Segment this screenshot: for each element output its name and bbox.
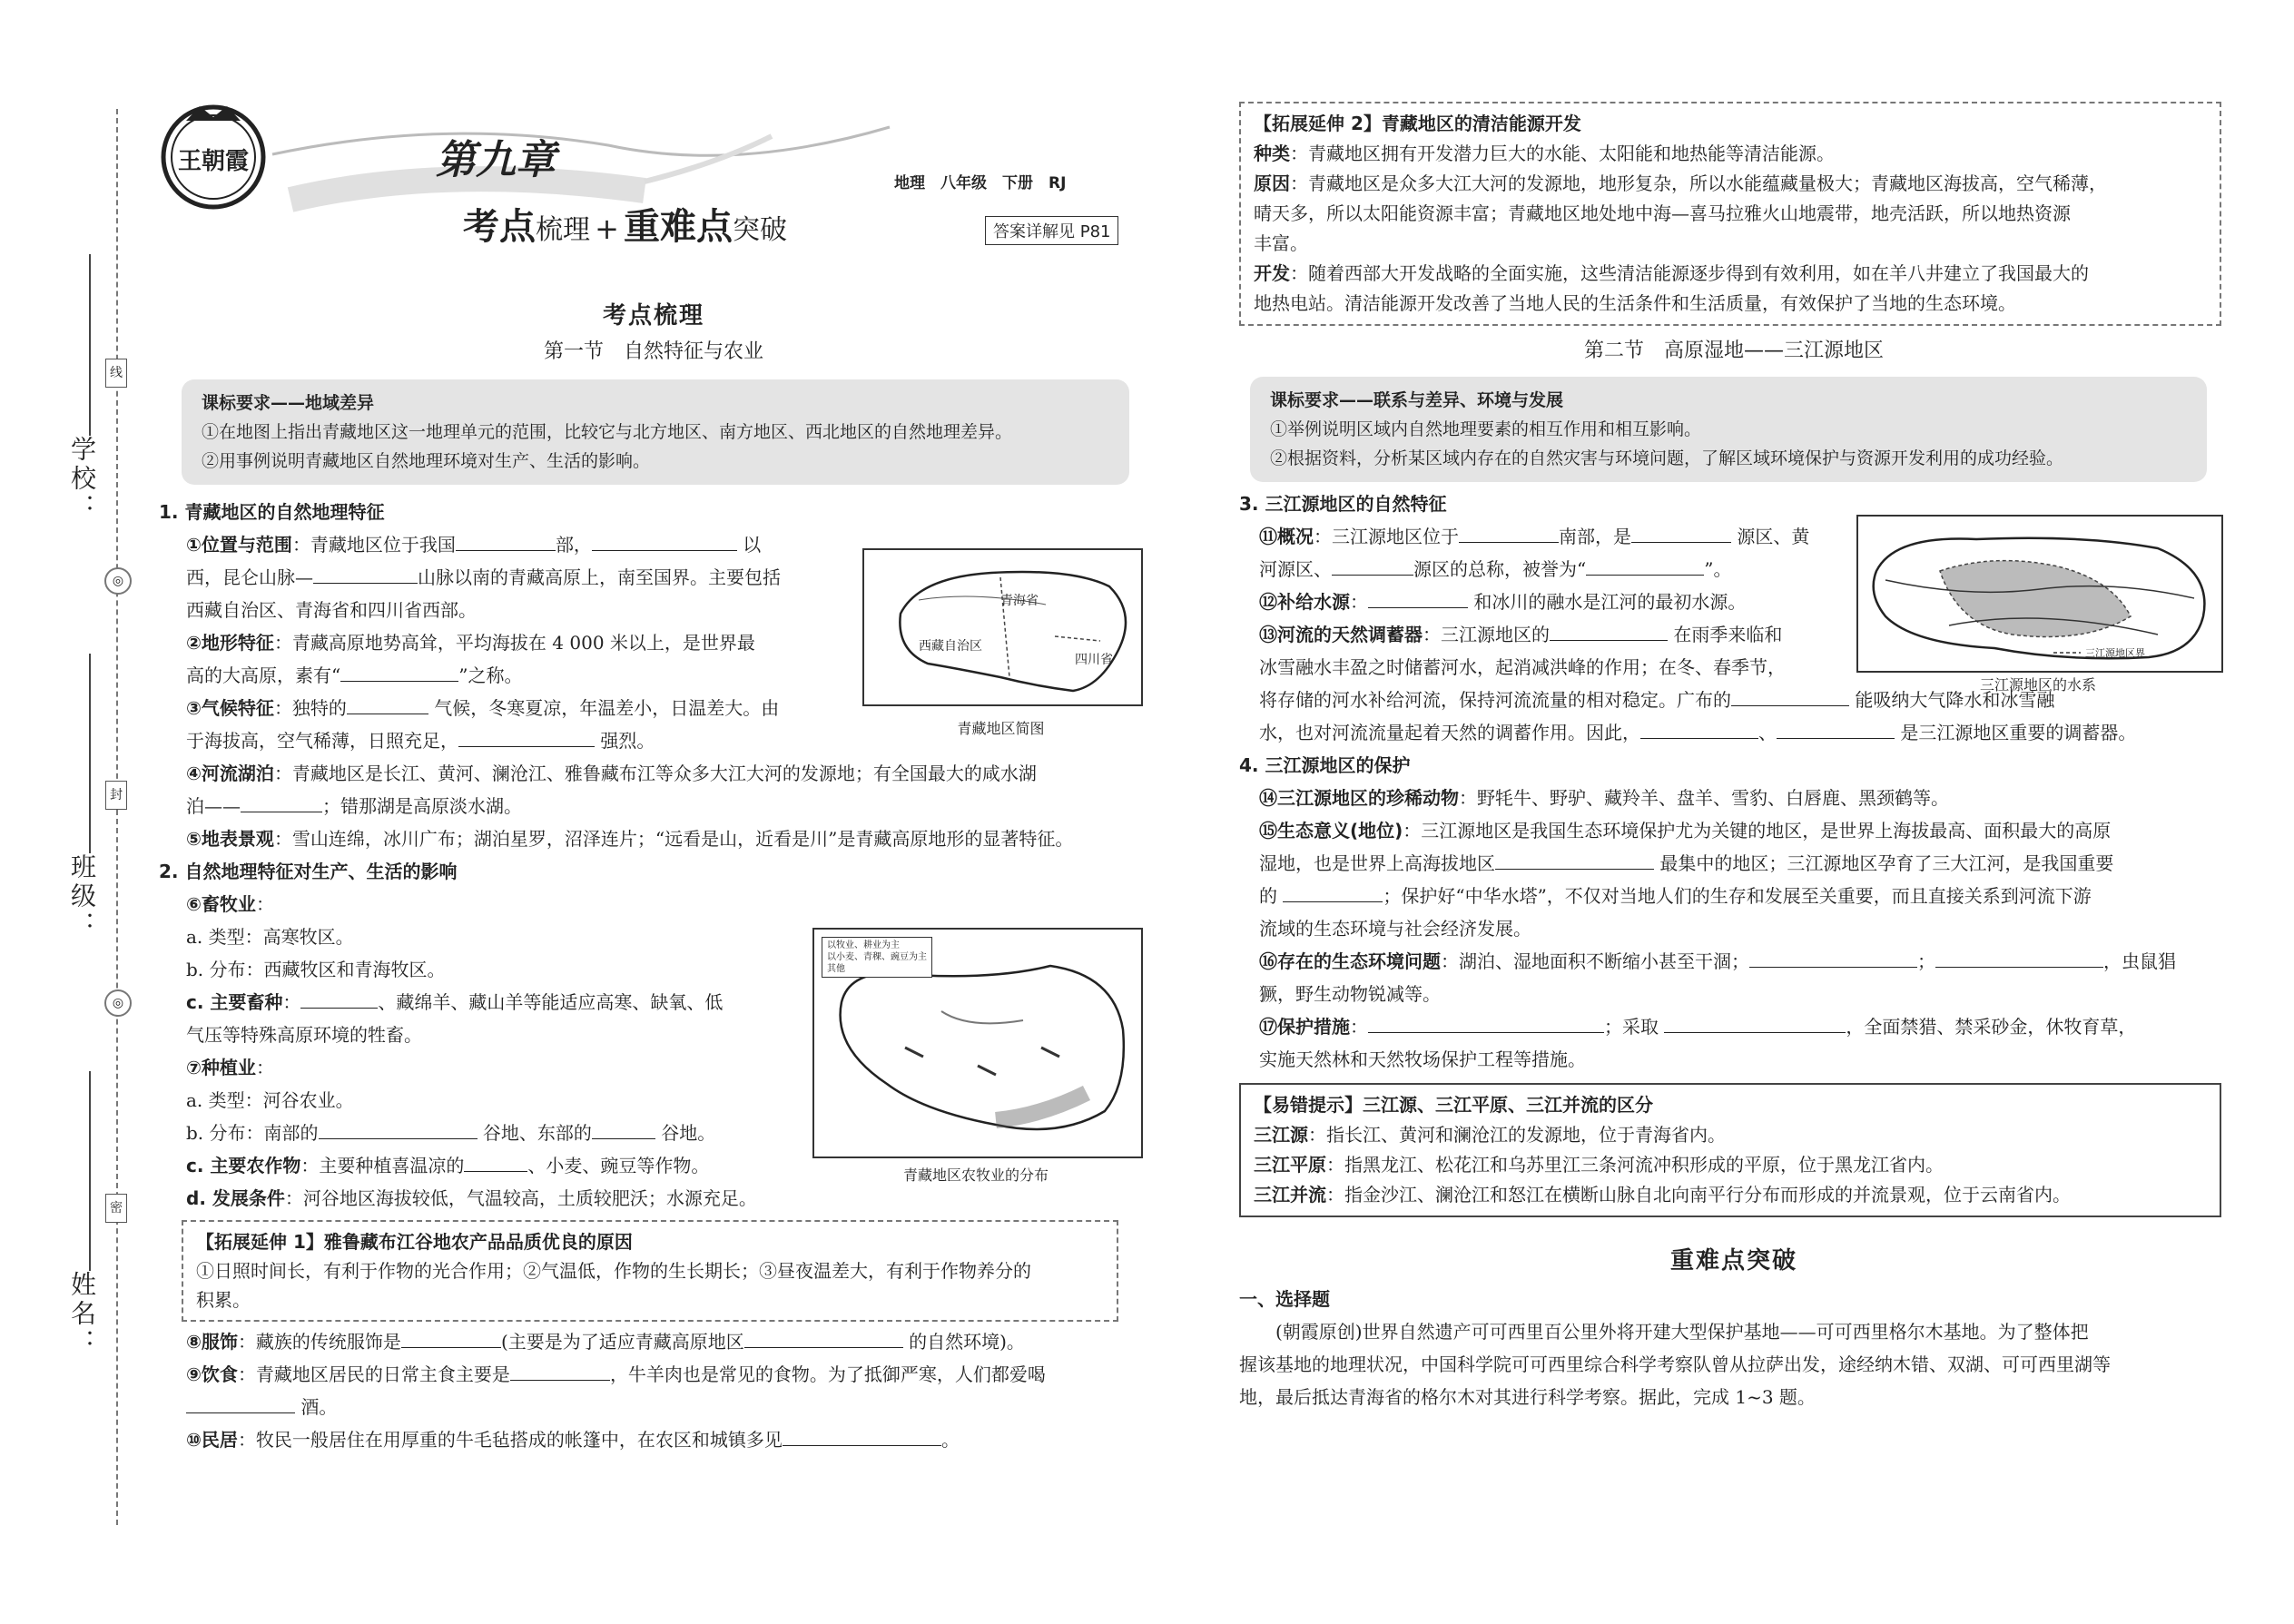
ext1-text: ①日照时间长，有利于作物的光合作用；②气温低，作物的生长期长；③昼夜温差大，有利于作物养分的	[196, 1260, 1031, 1282]
blank[interactable]	[319, 1118, 478, 1139]
blank[interactable]	[1749, 947, 1917, 968]
item-label: ⑬河流的天然调蓄器	[1259, 624, 1423, 645]
name-fill-line	[89, 1071, 91, 1271]
question-stem	[1239, 1315, 2229, 1413]
blank[interactable]	[186, 1393, 295, 1413]
item-text: ：三江源地区位于	[1314, 526, 1459, 547]
item-text: ：三江源地区是我国生态环境保护尤为关键的地区，是世界上海拔最高、面积最大的高原	[1403, 820, 2112, 842]
ext2-dev-cont: 地热电站。清洁能源开发改善了当地人民的生活条件和生活质量，有效保护了当地的生态环境。	[1254, 292, 2016, 314]
map3-caption: 三江源地区的水系	[1979, 676, 2096, 694]
item-label: ②地形特征	[186, 632, 274, 654]
item-text: ：青藏高原地势高耸，平均海拔在 4 000 米以上，是世界最	[273, 632, 755, 654]
item-text: ：	[255, 1057, 274, 1078]
subtitle-part4: 突破	[733, 214, 787, 246]
blank[interactable]	[464, 1151, 527, 1172]
item-text: 谷地。	[661, 1122, 716, 1144]
item-text: 和冰川的融水是江河的最初水源。	[1473, 591, 1747, 613]
blank[interactable]	[1459, 522, 1559, 543]
blank[interactable]	[1935, 947, 2103, 968]
item-eco-problems	[1259, 945, 2229, 978]
tag-line: 线	[105, 359, 127, 388]
blank[interactable]	[1664, 1012, 1846, 1033]
item-eco-significance	[1259, 814, 2229, 847]
item-text: 、小麦、豌豆等作物。	[527, 1155, 710, 1176]
item-label: d. 发展条件	[186, 1187, 285, 1209]
item-text: ；错那湖是高原淡水湖。	[322, 795, 522, 817]
item-text: ：	[255, 893, 274, 915]
map-label: 西藏自治区	[919, 639, 982, 654]
item-text: ：野牦牛、野驴、藏羚羊、盘羊、雪豹、白唇鹿、黑颈鹤等。	[1459, 787, 1949, 809]
curriculum-requirement-box	[182, 379, 1129, 485]
blank[interactable]	[1368, 587, 1468, 608]
blank[interactable]	[744, 1327, 903, 1348]
binding-margin	[0, 0, 127, 1624]
extension-box-1	[182, 1220, 1118, 1322]
item-text: ：青藏地区居民的日常主食主要是	[237, 1363, 510, 1385]
item-text: ；保护好“中华水塔”，不仅对当地人们的生存和发展至关重要，而且直接关系到河流下游	[1383, 885, 2092, 907]
item-rivers	[186, 757, 1148, 790]
item-label: 三江平原	[1254, 1154, 1326, 1176]
map-qingzang-overview	[862, 548, 1143, 706]
school-fill-line	[89, 254, 91, 436]
item-text: 、	[1758, 722, 1777, 743]
item-text: 以	[743, 534, 762, 556]
sub-item: b. 分布：西藏牧区和青海牧区。	[186, 959, 446, 980]
req-item-2: ②根据资料，分析某区域内存在的自然灾害与环境问题，了解区域环境保护与资源开发利用的成功经验。	[1270, 448, 2064, 468]
right-column	[1239, 102, 2229, 1413]
item-text: ：青藏地区是长江、黄河、澜沧江、雅鲁藏布江等众多大江大河的发源地；有全国最大的咸水湖	[273, 763, 1037, 784]
item-text: ；	[1917, 950, 1935, 972]
sub-item: a. 类型：高寒牧区。	[186, 926, 354, 948]
item-text: ，虫鼠猖	[2103, 950, 2176, 972]
item-text: ：雪山连绵，冰川广布；湖泊星罗，沼泽连片；“远看是山，近看是川”是青藏高原地形的显著特征。	[273, 828, 1074, 850]
left-column	[159, 300, 1148, 1456]
req-title: 课标要求——地域差异	[202, 393, 375, 413]
extension-box-2	[1239, 102, 2221, 326]
item-text: 山脉以南的青藏高原上，南至国界。主要包括	[418, 566, 781, 588]
section1-title: 第一节 自然特征与农业	[543, 340, 763, 363]
item-text: 南部，是	[1559, 526, 1631, 547]
question-line: 地，最后抵达青海省的格尔木对其进行科学考察。据此，完成 1~3 题。	[1239, 1386, 1816, 1408]
tip-item	[1254, 1120, 2207, 1150]
item-text: 最集中的地区；三江源地区孕育了三大江河，是我国重要	[1659, 852, 2114, 874]
req-item-1: ①举例说明区域内自然地理要素的相互作用和相互影响。	[1270, 419, 1702, 439]
item-eco-cont: 流域的生态环境与社会经济发展。	[1259, 918, 1531, 940]
name-label: 姓名：	[67, 1271, 97, 1358]
blank[interactable]	[1332, 555, 1413, 576]
map-label: 四川省	[1075, 653, 1113, 667]
item-text: ：	[1350, 1016, 1368, 1038]
blank[interactable]	[300, 988, 378, 1009]
blank[interactable]	[592, 530, 737, 551]
item-text: ，全面禁猎、禁采砂金，休牧育草，	[1846, 1016, 2137, 1038]
tip-item	[1254, 1180, 2207, 1210]
subtitle-part1: 考点	[463, 206, 536, 248]
item-label: ⑮生态意义(地位)	[1259, 820, 1403, 842]
blank[interactable]	[313, 563, 418, 584]
item-label: c. 主要农作物	[186, 1155, 301, 1176]
blank[interactable]	[1731, 685, 1849, 706]
item-text: ：独特的	[273, 697, 347, 719]
item-text: 高的大高原，素有“	[186, 664, 341, 686]
item-text: 湿地，也是世界上高海拔地区	[1259, 852, 1495, 874]
item-label: 三江源	[1254, 1124, 1308, 1146]
tag-seal: 封	[105, 781, 127, 810]
tip-item	[1254, 1150, 2207, 1180]
blank[interactable]	[401, 1327, 501, 1348]
item-text: 强烈。	[600, 730, 655, 752]
item-regulator-cont	[1259, 716, 2229, 749]
tip-title: 【易错提示】三江源、三江平原、三江并流的区分	[1254, 1094, 1653, 1116]
item-clothing	[186, 1325, 1148, 1358]
legend-item: 其他	[827, 964, 845, 974]
ext2-title: 【拓展延伸 2】青藏地区的清洁能源开发	[1254, 113, 1581, 134]
item-label: 原因	[1254, 172, 1290, 194]
subtitle-part2: 梳理	[536, 214, 590, 246]
blank[interactable]	[1631, 522, 1731, 543]
item-block-5	[1239, 782, 2229, 1076]
section2-title: 第二节 高原湿地——三江源地区	[1583, 340, 1884, 362]
req-title: 课标要求——联系与差异、环境与发展	[1270, 390, 1564, 410]
item-text: ：	[282, 991, 301, 1013]
page-subtitle	[463, 198, 787, 250]
item-text: ：主要种植喜温凉的	[300, 1155, 465, 1176]
item-label: ⑩民居	[186, 1429, 238, 1451]
item-text: ：三江源地区的	[1423, 624, 1550, 645]
sub-item	[186, 1182, 1148, 1215]
item-text: ；采取	[1604, 1016, 1659, 1038]
tip-box	[1239, 1083, 2221, 1217]
item-label: 种类	[1254, 143, 1290, 164]
item-protection	[1259, 1010, 2229, 1043]
item-label: ⑨饮食	[186, 1363, 238, 1385]
map2-caption: 青藏地区农牧业的分布	[902, 1166, 1049, 1184]
item-rivers-cont	[186, 790, 1148, 822]
item-eco-cont	[1259, 847, 2229, 880]
legend-item: 以小麦、青稞、豌豆为主	[827, 952, 927, 962]
map2-legend	[822, 937, 932, 978]
item-label: ⑦种植业	[186, 1057, 256, 1078]
item-text: 是三江源地区重要的调蓄器。	[1900, 722, 2137, 743]
blank[interactable]	[783, 1425, 941, 1446]
item-text: 气候，冬寒夏凉，年温差小，日温差大。由	[434, 697, 780, 719]
item-text: 源区、黄	[1737, 526, 1810, 547]
tag-secret: 密	[105, 1194, 127, 1223]
item-text: ：随着西部大开发战略的全面实施，这些清洁能源逐步得到有效利用，如在羊八井建立了我国最大的	[1290, 262, 2089, 284]
blank[interactable]	[458, 726, 595, 747]
item-text: (主要是为了适应青藏高原地区	[500, 1331, 744, 1353]
blank[interactable]	[1368, 1012, 1604, 1033]
ext1-text: 积累。	[196, 1289, 251, 1311]
blank[interactable]	[1495, 849, 1654, 870]
ext2-kind	[1254, 139, 2207, 169]
map-sanjiangyuan-rivers	[1856, 515, 2223, 673]
map1-caption: 青藏地区简图	[957, 720, 1045, 737]
book-meta: 地理 八年级 下册 RJ	[894, 174, 1067, 192]
chapter-title: 第九章	[436, 137, 556, 183]
class-label: 班级：	[67, 853, 97, 940]
item-text: 将存储的河水补给河流，保持河流流量的相对稳定。广布的	[1259, 689, 1731, 711]
blank[interactable]	[1586, 555, 1704, 576]
item-text: 部，	[555, 534, 592, 556]
blank[interactable]	[1777, 718, 1895, 739]
curriculum-requirement-box-2	[1250, 377, 2207, 482]
item-text: 在雨季来临和	[1673, 624, 1783, 645]
item-text: ：青藏地区位于我国	[291, 534, 456, 556]
binding-dash-line	[116, 109, 118, 1525]
heading-1: 1. 青藏地区的自然地理特征	[159, 501, 385, 523]
item-text: ：指黑龙江、松花江和乌苏里江三条河流冲积形成的平原，位于黑龙江省内。	[1326, 1154, 1944, 1176]
item-text: 的自然环境)。	[909, 1331, 1025, 1353]
ext1-title: 【拓展延伸 1】雅鲁藏布江谷地农产品品质优良的原因	[196, 1231, 633, 1253]
item-landscape	[186, 822, 1148, 855]
item-text: ：指金沙江、澜沧江和怒江在横断山脉自北向南平行分布而形成的并流景观，位于云南省内。	[1326, 1184, 2071, 1206]
item-label: ⑰保护措施	[1259, 1016, 1350, 1038]
item-label: ①位置与范围	[186, 534, 292, 556]
item-label: 三江并流	[1254, 1184, 1326, 1206]
logo	[154, 95, 272, 213]
item-text: 于海拔高，空气稀薄，日照充足，	[186, 730, 458, 752]
item-text: ：湖泊、湿地面积不断缩小甚至干涸；	[1441, 950, 1749, 972]
blank[interactable]	[1283, 881, 1383, 902]
heading-3: 3. 三江源地区的自然特征	[1239, 493, 1447, 515]
heading-4: 4. 三江源地区的保护	[1239, 754, 1411, 776]
item-text: b. 分布：南部的	[186, 1122, 319, 1144]
item-label: ⑧服饰	[186, 1331, 238, 1353]
school-label: 学校：	[67, 436, 97, 523]
blank[interactable]	[1550, 620, 1668, 641]
req-item-2: ②用事例说明青藏地区自然地理环境对生产、生活的影响。	[202, 451, 651, 471]
breakthrough-title: 重难点突破	[1669, 1247, 1797, 1275]
item-text: ：河谷地区海拔较低，气温较高，土质较肥沃；水源充足。	[284, 1187, 757, 1209]
item-food	[186, 1358, 1148, 1391]
blank[interactable]	[456, 530, 556, 551]
ext2-reason-cont: 晴天多，所以太阳能资源丰富；青藏地区地处地中海—喜马拉雅火山地震带，地壳活跃，所以地热资源	[1254, 202, 2071, 224]
item-eco-problems-cont: 獗，野生动物锐减等。	[1259, 983, 1441, 1005]
question-type: 一、选择题	[1239, 1288, 1330, 1310]
item-text: 。	[940, 1429, 960, 1451]
item-label: ⑫补给水源	[1259, 591, 1350, 613]
item-text: ”。	[1704, 558, 1732, 580]
subtitle-part3: 重难点	[624, 206, 733, 248]
item-text: 的	[1259, 885, 1277, 907]
req-item-1: ①在地图上指出青藏地区这一地理单元的范围，比较它与北方地区、南方地区、西北地区的自然地理差异。	[202, 422, 1013, 442]
blank[interactable]	[510, 1360, 610, 1381]
item-livestock	[186, 888, 1148, 920]
item-text: ：	[1350, 591, 1368, 613]
item-label: ⑯存在的生态环境问题	[1259, 950, 1441, 972]
sub-item: a. 类型：河谷农业。	[186, 1089, 354, 1111]
item-text: 酒。	[300, 1396, 338, 1418]
question-line: (朝霞原创)世界自然遗产可可西里百公里外将开建大型保护基地——可可西里格尔木基地。为了整体把	[1275, 1321, 2089, 1343]
answer-reference: 答案详解见 P81	[985, 216, 1118, 245]
ext2-reason	[1254, 169, 2207, 199]
item-text: ”之称。	[458, 664, 523, 686]
blank[interactable]	[241, 792, 322, 812]
item-text: ：藏族的传统服饰是	[237, 1331, 401, 1353]
item-eco-cont	[1259, 880, 2229, 912]
class-fill-line	[89, 654, 91, 853]
sub-item-cont: 气压等特殊高原环境的牲畜。	[186, 1024, 422, 1046]
item-label: c. 主要畜种	[186, 991, 283, 1013]
ext2-reason-cont: 丰富。	[1254, 232, 1308, 254]
blank[interactable]	[592, 1118, 655, 1139]
item-text: ，牛羊肉也是常见的食物。为了抵御严寒，人们都爱喝	[609, 1363, 1046, 1385]
ext2-dev	[1254, 259, 2207, 289]
item-text: 源区的总称，被誉为“	[1413, 558, 1587, 580]
item-label: ④河流湖泊	[186, 763, 274, 784]
heading-2: 2. 自然地理特征对生产、生活的影响	[159, 861, 458, 882]
item-rare-animals	[1259, 782, 2229, 814]
item-text: 水，也对河流流量起着天然的调蓄作用。因此，	[1259, 722, 1640, 743]
item-label: ⑪概况	[1259, 526, 1314, 547]
map-agriculture-distribution	[812, 928, 1143, 1158]
item-text: 能吸纳大气降水和冰雪融	[1855, 689, 2055, 711]
item-text: ：青藏地区拥有开发潜力巨大的水能、太阳能和地热能等清洁能源。	[1290, 143, 1835, 164]
item-text: 河源区、	[1259, 558, 1332, 580]
map-outline-icon	[864, 550, 1141, 704]
item-housing	[186, 1423, 1148, 1456]
item-food-cont	[186, 1391, 1148, 1423]
legend-item: 以牧业、耕业为主	[827, 940, 900, 950]
seal-icon: ◎	[104, 567, 132, 595]
item-protection-cont: 实施天然林和天然牧场保护工程等措施。	[1259, 1048, 1586, 1070]
question-line: 握该基地的地理状况，中国科学院可可西里综合科学考察队曾从拉萨出发，途经纳木错、双湖、可可西里湖等	[1239, 1353, 2111, 1375]
seal-icon: ◎	[104, 989, 132, 1017]
item-text: 、藏绵羊、藏山羊等能适应高寒、缺氧、低	[378, 991, 724, 1013]
item-position-cont: 西藏自治区、青海省和四川省西部。	[186, 599, 477, 621]
subtitle-plus: +	[595, 212, 619, 246]
blank[interactable]	[1640, 718, 1758, 739]
logo-text: 王朝霞	[177, 148, 249, 175]
blank[interactable]	[340, 661, 458, 682]
item-text: ：指长江、黄河和澜沧江的发源地，位于青海省内。	[1308, 1124, 1726, 1146]
item-text: 泊——	[186, 795, 241, 817]
map-outline-icon	[1858, 517, 2221, 671]
item-text: 西，昆仑山脉—	[186, 566, 313, 588]
item-text: 谷地、东部的	[482, 1122, 592, 1144]
blank[interactable]	[347, 694, 428, 714]
item-block-3	[159, 1325, 1148, 1456]
item-label: ⑭三江源地区的珍稀动物	[1259, 787, 1459, 809]
item-label: ③气候特征	[186, 697, 274, 719]
item-label: 开发	[1254, 262, 1290, 284]
item-label: ⑥畜牧业	[186, 893, 256, 915]
item-label: ⑤地表景观	[186, 828, 274, 850]
map-label: 青海省	[1000, 594, 1039, 608]
item-regulator-cont: 冰雪融水丰盈之时储蓄河水，起消减洪峰的作用；在冬、春季节，	[1259, 656, 1786, 678]
item-text: ：牧民一般居住在用厚重的牛毛毡搭成的帐篷中，在农区和城镇多见	[237, 1429, 783, 1451]
map3-legend: 三江源地区界	[2085, 647, 2145, 659]
item-text: ：青藏地区是众多大江大河的发源地，地形复杂，所以水能蕴藏量极大；青藏地区海拔高，空气稀薄，	[1290, 172, 2107, 194]
section-header-kaodian: 考点梳理	[602, 302, 704, 330]
